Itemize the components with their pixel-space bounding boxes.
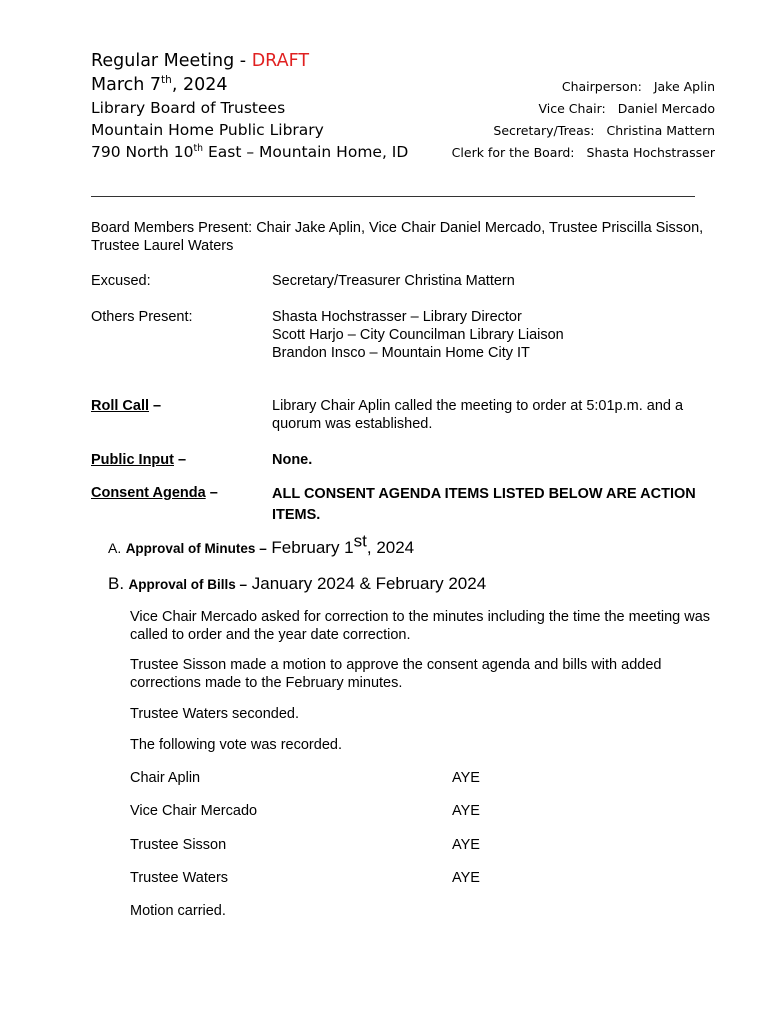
agenda-item-a <box>108 531 415 558</box>
vote-name: Vice Chair Mercado <box>130 803 258 819</box>
library-name: Mountain Home Public Library <box>91 121 324 139</box>
officer-name: Shasta Hochstrasser <box>586 145 715 160</box>
address-post: East – Mountain Home, ID <box>203 143 409 161</box>
public-input-label: Public Input <box>91 452 174 468</box>
officer-role: Vice Chair: <box>538 101 606 116</box>
seconded-paragraph: Trustee Waters seconded. <box>130 706 299 722</box>
consent-agenda-label: Consent Agenda <box>91 485 206 501</box>
address-pre: 790 North 10 <box>91 143 194 161</box>
officer-role: Chairperson: <box>561 79 642 94</box>
members-present: Board Members Present: Chair Jake Aplin, Vice Chair Daniel Mercado, Trustee Priscilla Sisson, Trustee Laurel Waters <box>91 220 704 254</box>
correction-paragraph: Vice Chair Mercado asked for correction to the minutes including the time the meeting was called to order and the year date correction. <box>130 609 711 643</box>
roll-call-label: Roll Call <box>91 398 150 414</box>
item-heading: Approval of Bills – <box>128 577 248 592</box>
board-name: Library Board of Trustees <box>91 99 286 117</box>
vote-value: AYE <box>452 837 480 853</box>
vote-value: AYE <box>452 803 480 819</box>
item-text-post: , 2024 <box>366 538 415 557</box>
others-present-item: Brandon Insco – Mountain Home City IT <box>272 345 530 361</box>
vote-value: AYE <box>452 770 480 786</box>
draft-label: DRAFT <box>251 51 310 71</box>
vote-name: Trustee Sisson <box>130 837 227 853</box>
public-input-text: None. <box>272 452 313 468</box>
date-year: , 2024 <box>171 75 228 95</box>
vote-name: Chair Aplin <box>130 770 201 786</box>
others-present-label: Others Present: <box>91 309 193 325</box>
document-title <box>91 49 408 73</box>
item-text: January 2024 & February 2024 <box>247 574 487 593</box>
excused-value: Secretary/Treasurer Christina Mattern <box>272 273 515 289</box>
others-present-item: Scott Harjo – City Councilman Library Liaison <box>272 327 564 343</box>
library-address <box>91 141 408 163</box>
item-letter: A. <box>108 540 122 556</box>
item-sup: st <box>353 531 367 551</box>
officer-row <box>452 98 715 120</box>
consent-agenda-text: ALL CONSENT AGENDA ITEMS LISTED BELOW ARE ACTION ITEMS. <box>272 486 696 523</box>
others-present-list <box>272 308 722 362</box>
motion-paragraph: Trustee Sisson made a motion to approve the consent agenda and bills with added corrections made to the February minutes. <box>130 657 662 691</box>
officer-row <box>452 76 715 98</box>
header-divider <box>91 196 695 197</box>
date-month: March 7 <box>91 75 162 95</box>
date-sup: th <box>161 74 172 87</box>
agenda-item-b <box>108 574 486 594</box>
meeting-date <box>91 73 408 97</box>
title-prefix: Regular Meeting - <box>91 51 252 71</box>
officer-role: Clerk for the Board: <box>451 145 575 160</box>
item-letter: B. <box>108 574 125 593</box>
vote-name: Trustee Waters <box>130 870 229 886</box>
officer-name: Daniel Mercado <box>617 101 715 116</box>
header-left <box>91 49 408 163</box>
officer-name: Jake Aplin <box>653 79 715 94</box>
officers-list <box>452 76 715 164</box>
item-heading: Approval of Minutes – <box>125 541 267 556</box>
consent-agenda-dash: – <box>205 485 218 501</box>
address-sup: th <box>193 142 204 154</box>
vote-value: AYE <box>452 870 480 886</box>
officer-row <box>452 142 715 164</box>
consent-agenda-heading <box>91 484 218 502</box>
item-text: February 1 <box>266 538 354 557</box>
roll-call-dash: – <box>149 398 162 414</box>
excused-label: Excused: <box>91 273 151 289</box>
others-present-item: Shasta Hochstrasser – Library Director <box>272 309 522 325</box>
officer-role: Secretary/Treas: <box>493 123 595 138</box>
roll-call-heading <box>91 397 161 415</box>
public-input-heading <box>91 451 186 469</box>
officer-name: Christina Mattern <box>606 123 715 138</box>
officer-row <box>452 120 715 142</box>
motion-result: Motion carried. <box>130 903 226 919</box>
vote-intro: The following vote was recorded. <box>130 737 342 753</box>
public-input-dash: – <box>173 452 187 468</box>
roll-call-text: Library Chair Aplin called the meeting to order at 5:01p.m. and a quorum was established. <box>272 398 684 432</box>
